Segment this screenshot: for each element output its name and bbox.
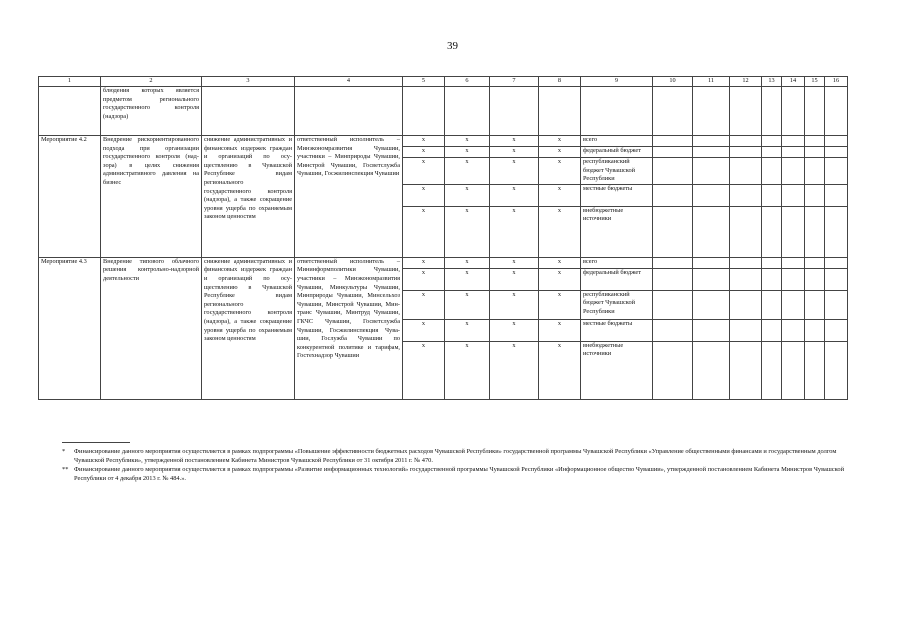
responsible-executor: ответственный исполнитель – Мининформполитики Чувашии, участники – Минэкономразвития Чувашии, Минкультуры Чувашии, Минприроды Чувашии, Минсельхоз Чувашии, Минстрой Чувашии, Минтранс Чувашии, Минтруд Чувашии, ГКЧС Чувашии, Госветслужба Чувашии, Госжилинспекция Чувашии, Гослужба Чувашии по конкурентной политике и тарифам, Гостехнадзор Чувашии [295, 257, 403, 399]
column-number: 11 [693, 77, 730, 87]
deadline-mark: x [490, 257, 539, 268]
column-number: 4 [295, 77, 403, 87]
funding-value-cell [805, 206, 825, 257]
funding-value-cell [805, 319, 825, 341]
deadline-mark: x [490, 184, 539, 206]
funding-value-cell [693, 158, 730, 185]
funding-value-cell [805, 158, 825, 185]
continuation-row [39, 87, 848, 136]
funding-value-cell [825, 158, 848, 185]
measure-goal: снижение административных и финансовых издержек граждан и организаций по осуществлению в Чувашской Республике видам регионального государственного контроля (надзора), а также сокращение уровня ущерба по охраняемым законом ценностям [202, 257, 295, 399]
deadline-mark: x [403, 136, 445, 147]
funding-value-cell [653, 341, 693, 399]
funding-source: республиканский бюджет Чувашской Республики [581, 290, 653, 319]
funding-value-cell [825, 257, 848, 268]
deadline-mark: x [445, 206, 490, 257]
funding-value-cell [730, 290, 762, 319]
funding-value-cell [693, 206, 730, 257]
funding-value-cell [782, 184, 805, 206]
funding-value-cell [730, 341, 762, 399]
funding-value-cell [762, 290, 782, 319]
funding-value-cell [805, 290, 825, 319]
funding-value-cell [730, 206, 762, 257]
deadline-mark: x [403, 319, 445, 341]
funding-source: федеральный бюджет [581, 268, 653, 290]
funding-value-cell [653, 268, 693, 290]
deadline-mark: x [445, 268, 490, 290]
funding-value-cell [782, 257, 805, 268]
table-cell [825, 87, 848, 136]
funding-value-cell [653, 206, 693, 257]
column-number: 5 [403, 77, 445, 87]
deadline-mark: x [539, 257, 581, 268]
table-row [39, 136, 848, 147]
deadline-mark: x [490, 158, 539, 185]
table-cell [653, 87, 693, 136]
column-number: 3 [202, 77, 295, 87]
measure-name: Внедрение типового облачного решения контрольно-надзорной деятельности [101, 257, 202, 399]
footnote [62, 447, 848, 465]
column-number: 8 [539, 77, 581, 87]
deadline-mark: x [490, 147, 539, 158]
funding-source: федеральный бюджет [581, 147, 653, 158]
program-table [38, 76, 848, 400]
measure-number: Мероприятие 4.3 [39, 257, 101, 399]
table-cell [445, 87, 490, 136]
table-cell [39, 87, 101, 136]
funding-value-cell [825, 206, 848, 257]
funding-value-cell [762, 184, 782, 206]
funding-value-cell [693, 268, 730, 290]
funding-value-cell [693, 184, 730, 206]
footnote-text: Финансирование данного мероприятия осуществляется в рамках подпрограммы «Повышение эффективности бюджетных расходов Чувашской Республики» государственной программы Чувашской Республики «Управление общественными финансами и государственным долгом Чувашской Республики», утвержденной постановлением Кабинета Министров Чувашской Республики от 31 октября 2011 г. № 470. [74, 448, 837, 464]
funding-value-cell [693, 147, 730, 158]
funding-value-cell [762, 158, 782, 185]
table-cell [295, 87, 403, 136]
column-number: 1 [39, 77, 101, 87]
table-cell [539, 87, 581, 136]
funding-value-cell [762, 147, 782, 158]
table-cell [762, 87, 782, 136]
table-cell [581, 87, 653, 136]
column-number: 10 [653, 77, 693, 87]
funding-value-cell [653, 147, 693, 158]
deadline-mark: x [539, 268, 581, 290]
measure-number: Мероприятие 4.2 [39, 136, 101, 258]
deadline-mark: x [445, 158, 490, 185]
funding-value-cell [782, 290, 805, 319]
funding-source: всего [581, 257, 653, 268]
deadline-mark: x [403, 341, 445, 399]
funding-value-cell [825, 290, 848, 319]
funding-value-cell [825, 136, 848, 147]
funding-value-cell [805, 136, 825, 147]
table-cell [693, 87, 730, 136]
table-cell [805, 87, 825, 136]
funding-value-cell [653, 319, 693, 341]
funding-value-cell [693, 290, 730, 319]
deadline-mark: x [490, 136, 539, 147]
funding-value-cell [762, 206, 782, 257]
funding-value-cell [825, 268, 848, 290]
table-cell [202, 87, 295, 136]
funding-value-cell [805, 341, 825, 399]
funding-value-cell [762, 319, 782, 341]
table-row [39, 257, 848, 268]
funding-value-cell [730, 158, 762, 185]
funding-value-cell [653, 158, 693, 185]
funding-value-cell [782, 268, 805, 290]
funding-value-cell [805, 257, 825, 268]
table-cell [782, 87, 805, 136]
deadline-mark: x [445, 319, 490, 341]
funding-value-cell [782, 206, 805, 257]
funding-value-cell [782, 158, 805, 185]
deadline-mark: x [445, 147, 490, 158]
deadline-mark: x [403, 290, 445, 319]
funding-value-cell [762, 341, 782, 399]
column-number: 15 [805, 77, 825, 87]
deadline-mark: x [539, 147, 581, 158]
table-cell [730, 87, 762, 136]
funding-value-cell [825, 184, 848, 206]
footnote-mark: * [62, 448, 66, 455]
funding-source: внебюджетные источники [581, 206, 653, 257]
funding-source: внебюджетные источники [581, 341, 653, 399]
funding-value-cell [693, 257, 730, 268]
funding-value-cell [693, 319, 730, 341]
column-number: 14 [782, 77, 805, 87]
table-cell [490, 87, 539, 136]
funding-source: местные бюджеты [581, 184, 653, 206]
deadline-mark: x [490, 341, 539, 399]
funding-value-cell [730, 257, 762, 268]
footnote-separator [62, 442, 130, 443]
deadline-mark: x [403, 206, 445, 257]
footnote [62, 465, 848, 483]
funding-value-cell [825, 147, 848, 158]
column-number: 12 [730, 77, 762, 87]
funding-value-cell [762, 268, 782, 290]
deadline-mark: x [403, 158, 445, 185]
column-number: 9 [581, 77, 653, 87]
column-number-row [39, 77, 848, 87]
deadline-mark: x [445, 184, 490, 206]
funding-value-cell [782, 147, 805, 158]
funding-value-cell [730, 184, 762, 206]
deadline-mark: x [539, 319, 581, 341]
funding-value-cell [693, 341, 730, 399]
deadline-mark: x [539, 184, 581, 206]
funding-value-cell [805, 147, 825, 158]
deadline-mark: x [539, 290, 581, 319]
responsible-executor: ответственный исполнитель – Минэкономразвития Чувашии, участники – Минприроды Чувашии, Минстрой Чувашии, Госветслужба Чувашии, Госжилинспекция Чувашии [295, 136, 403, 258]
column-number: 7 [490, 77, 539, 87]
funding-value-cell [730, 136, 762, 147]
deadline-mark: x [539, 158, 581, 185]
deadline-mark: x [490, 268, 539, 290]
footnote-mark: ** [62, 466, 69, 473]
funding-source: республиканский бюджет Чувашской Республики [581, 158, 653, 185]
deadline-mark: x [539, 206, 581, 257]
footnotes [62, 447, 848, 483]
measure-goal: снижение административных и финансовых издержек граждан и организаций по осуществлению в Чувашской Республике видам регионального государственного контроля (надзора), а также сокращение уровня ущерба по охраняемым законом ценностям [202, 136, 295, 258]
deadline-mark: x [539, 136, 581, 147]
deadline-mark: x [445, 290, 490, 319]
funding-value-cell [805, 184, 825, 206]
deadline-mark: x [403, 268, 445, 290]
funding-value-cell [653, 257, 693, 268]
funding-value-cell [782, 319, 805, 341]
funding-source: местные бюджеты [581, 319, 653, 341]
deadline-mark: x [490, 319, 539, 341]
deadline-mark: x [490, 290, 539, 319]
funding-value-cell [805, 268, 825, 290]
funding-value-cell [653, 290, 693, 319]
funding-value-cell [653, 184, 693, 206]
funding-value-cell [730, 147, 762, 158]
column-number: 16 [825, 77, 848, 87]
funding-value-cell [782, 341, 805, 399]
funding-value-cell [762, 136, 782, 147]
table-cell [403, 87, 445, 136]
deadline-mark: x [539, 341, 581, 399]
column-number: 6 [445, 77, 490, 87]
funding-value-cell [730, 268, 762, 290]
measure-name: Внедрение рискориентированного подхода при организации государственного контроля (надзора) в целях снижения административного давления на бизнес [101, 136, 202, 258]
page-number: 39 [447, 40, 458, 52]
footnote-text: Финансирование данного мероприятия осуществляется в рамках подпрограммы «Развитие информационных технологий» государственной программы Чувашской Республики «Информационное общество Чувашии», утвержденной постановлением Кабинета Министров Чувашской Республики от 4 декабря 2013 г. № 484.». [74, 466, 844, 482]
deadline-mark: x [445, 341, 490, 399]
funding-value-cell [825, 319, 848, 341]
funding-value-cell [762, 257, 782, 268]
continuation-text: блюдения которых является предметом регионального государственного контроля (надзора) [101, 87, 202, 136]
funding-value-cell [782, 136, 805, 147]
funding-value-cell [693, 136, 730, 147]
funding-value-cell [653, 136, 693, 147]
funding-value-cell [825, 341, 848, 399]
column-number: 13 [762, 77, 782, 87]
funding-source: всего [581, 136, 653, 147]
deadline-mark: x [445, 136, 490, 147]
deadline-mark: x [403, 184, 445, 206]
deadline-mark: x [403, 257, 445, 268]
deadline-mark: x [490, 206, 539, 257]
funding-value-cell [730, 319, 762, 341]
column-number: 2 [101, 77, 202, 87]
deadline-mark: x [403, 147, 445, 158]
deadline-mark: x [445, 257, 490, 268]
